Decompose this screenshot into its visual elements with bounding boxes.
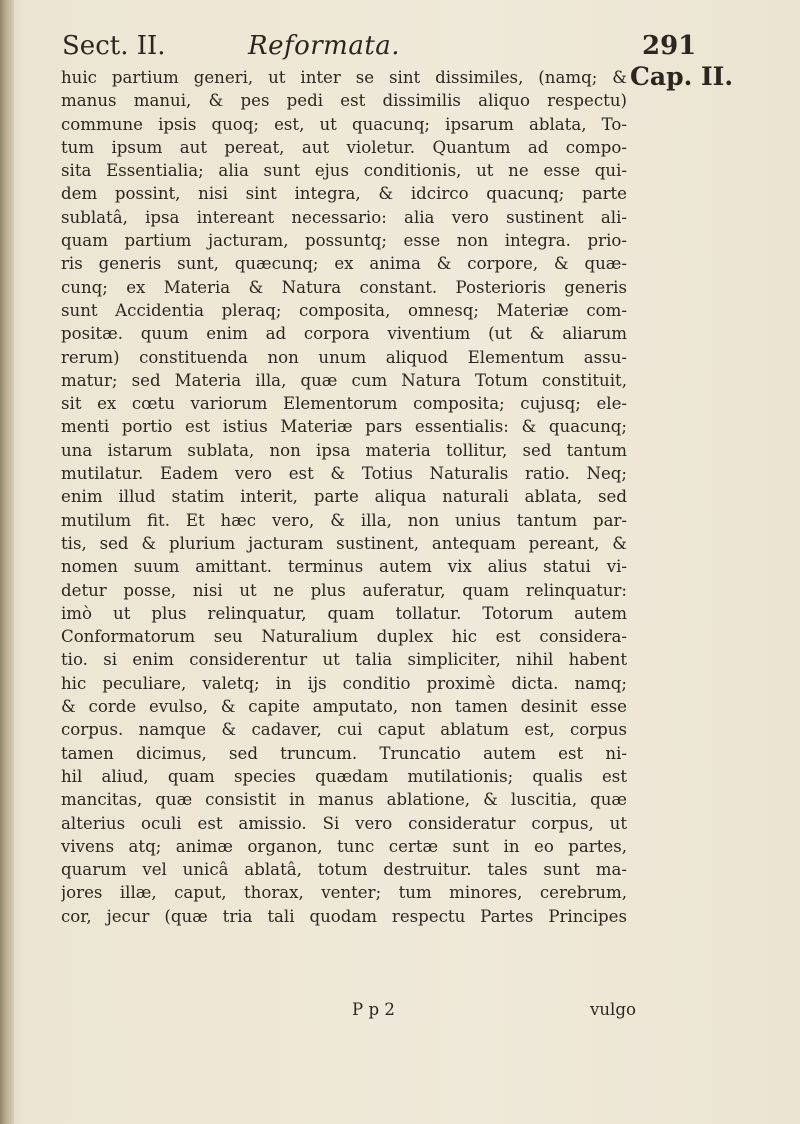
text-line: corpus. namque & cadaver, cui caput ablatum est, corpus bbox=[61, 720, 627, 740]
signature-mark: P p 2 bbox=[352, 1000, 395, 1019]
text-line: cor, jecur (quæ tria tali quodam respectu Partes Principes bbox=[61, 906, 627, 926]
text-line: sita Essentialia; alia sunt ejus conditionis, ut ne esse qui- bbox=[61, 161, 627, 181]
text-line: dem possint, nisi sint integra, & idcirco quacunq; parte bbox=[61, 184, 627, 204]
page-number: 291 bbox=[642, 31, 697, 61]
text-line: hic peculiare, valetq; in ijs conditio proximè dicta. namq; bbox=[61, 673, 627, 693]
text-line: tio. si enim considerentur ut talia simpliciter, nihil habent bbox=[61, 650, 627, 670]
text-line: tum ipsum aut pereat, aut violetur. Quantum ad compo- bbox=[61, 137, 627, 157]
page-footer bbox=[62, 998, 636, 1022]
text-line: sublatâ, ipsa intereant necessario: alia vero sustinent ali- bbox=[61, 207, 627, 227]
text-line: tamen dicimus, sed truncum. Truncatio autem est ni- bbox=[61, 743, 627, 763]
text-line: tis, sed & plurium jacturam sustinent, antequam pereant, & bbox=[61, 533, 627, 553]
text-line: imò ut plus relinquatur, quam tollatur. Totorum autem bbox=[61, 603, 627, 623]
section-heading: Sect. II. bbox=[62, 31, 166, 61]
text-line: huic partium generi, ut inter se sint dissimiles, (namq; & bbox=[61, 68, 627, 87]
running-title: Reformata. bbox=[248, 31, 401, 61]
body-text bbox=[61, 66, 627, 928]
text-line: nomen suum amittant. terminus autem vix alius statui vi- bbox=[61, 557, 627, 577]
text-line: manus manui, & pes pedi est dissimilis aliquo respectu) bbox=[61, 91, 627, 111]
text-line: mutilum fit. Et hæc vero, & illa, non unius tantum par- bbox=[61, 510, 627, 530]
binding-gutter bbox=[0, 0, 14, 1124]
catchword: vulgo bbox=[590, 1000, 636, 1019]
text-line: positæ. quum enim ad corpora viventium (ut & aliarum bbox=[61, 324, 627, 344]
text-line: hil aliud, quam species quædam mutilationis; qualis est bbox=[61, 766, 627, 786]
text-line: jores illæ, caput, thorax, venter; tum minores, cerebrum, bbox=[61, 883, 627, 903]
text-line: rerum) constituenda non unum aliquod Elementum assu- bbox=[61, 347, 627, 367]
text-line: matur; sed Materia illa, quæ cum Natura Totum constituit, bbox=[61, 370, 627, 390]
text-line: Conformatorum seu Naturalium duplex hic est considera- bbox=[61, 627, 627, 647]
text-line: sunt Accidentia pleraq; composita, omnesq; Materiæ com- bbox=[61, 300, 627, 320]
margin-chapter-note: Cap. II. bbox=[630, 62, 734, 91]
text-line: quarum vel unicâ ablatâ, totum destruitur. tales sunt ma- bbox=[61, 860, 627, 880]
text-line: menti portio est istius Materiæ pars essentialis: & quacunq; bbox=[61, 417, 627, 437]
text-line: detur posse, nisi ut ne plus auferatur, quam relinquatur: bbox=[61, 580, 627, 600]
text-line: mutilatur. Eadem vero est & Totius Naturalis ratio. Neq; bbox=[61, 464, 627, 484]
text-line: commune ipsis quoq; est, ut quacunq; ipsarum ablata, To- bbox=[61, 114, 627, 134]
text-line: quam partium jacturam, possuntq; esse non integra. prio- bbox=[61, 231, 627, 251]
text-line: enim illud statim interit, parte aliqua naturali ablata, sed bbox=[61, 487, 627, 507]
page-header bbox=[62, 28, 712, 68]
text-line: mancitas, quæ consistit in manus ablatione, & luscitia, quæ bbox=[61, 790, 627, 810]
text-line: vivens atq; animæ organon, tunc certæ sunt in eo partes, bbox=[61, 836, 627, 856]
text-line: cunq; ex Materia & Natura constant. Posterioris generis bbox=[61, 277, 627, 297]
text-line: sit ex cœtu variorum Elementorum composita; cujusq; ele- bbox=[61, 394, 627, 414]
text-line: una istarum sublata, non ipsa materia tollitur, sed tantum bbox=[61, 440, 627, 460]
text-line: alterius oculi est amissio. Si vero consideratur corpus, ut bbox=[61, 813, 627, 833]
text-line: ris generis sunt, quæcunq; ex anima & corpore, & quæ- bbox=[61, 254, 627, 274]
text-line: & corde evulso, & capite amputato, non tamen desinit esse bbox=[61, 697, 627, 717]
